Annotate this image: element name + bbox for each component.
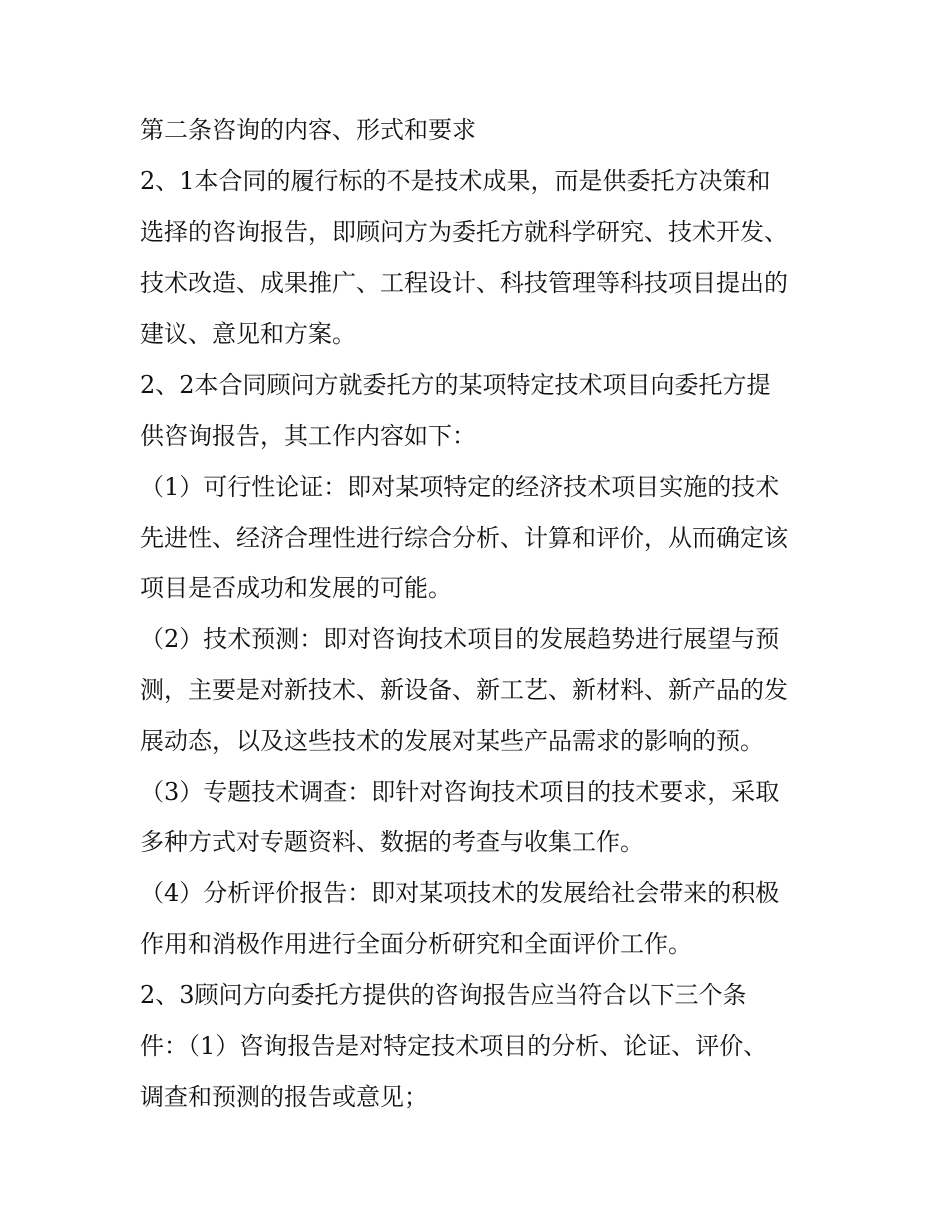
paragraph-line: 测，主要是对新技术、新设备、新工艺、新材料、新产品的发 <box>140 676 788 704</box>
paragraph-line: 2、2本合同顾问方就委托方的某项特定技术项目向委托方提 <box>140 371 771 399</box>
paragraph-line: 供咨询报告，其工作内容如下： <box>140 422 476 450</box>
paragraph-line: （1）可行性论证：即对某项特定的经济技术项目实施的技术 <box>140 473 780 501</box>
paragraph-line: 多种方式对专题资料、数据的考查与收集工作。 <box>140 828 644 856</box>
paragraph-line: 2、1本合同的履行标的不是技术成果，而是供委托方决策和 <box>140 167 771 195</box>
paragraph-line: （2）技术预测：即对咨询技术项目的发展趋势进行展望与预 <box>140 625 780 653</box>
section-heading: 第二条咨询的内容、形式和要求 <box>140 116 476 144</box>
paragraph-line: 调查和预测的报告或意见； <box>140 1083 428 1111</box>
paragraph-line: 展动态，以及这些技术的发展对某些产品需求的影响的预。 <box>140 727 764 755</box>
paragraph-line: （4）分析评价报告：即对某项技术的发展给社会带来的积极 <box>140 879 780 907</box>
paragraph-line: 作用和消极作用进行全面分析研究和全面评价工作。 <box>140 930 692 958</box>
paragraph-line: 2、3顾问方向委托方提供的咨询报告应当符合以下三个条 <box>140 981 747 1009</box>
paragraph-line: 选择的咨询报告，即顾问方为委托方就科学研究、技术开发、 <box>140 218 788 246</box>
paragraph-line: 先进性、经济合理性进行综合分析、计算和评价，从而确定该 <box>140 524 788 552</box>
paragraph-line: （3）专题技术调查：即针对咨询技术项目的技术要求，采取 <box>140 778 780 806</box>
paragraph-line: 建议、意见和方案。 <box>140 320 356 348</box>
paragraph-line: 项目是否成功和发展的可能。 <box>140 574 452 602</box>
paragraph-line: 技术改造、成果推广、工程设计、科技管理等科技项目提出的 <box>140 269 788 297</box>
paragraph-line: 件：（1）咨询报告是对特定技术项目的分析、论证、评价、 <box>140 1032 768 1060</box>
